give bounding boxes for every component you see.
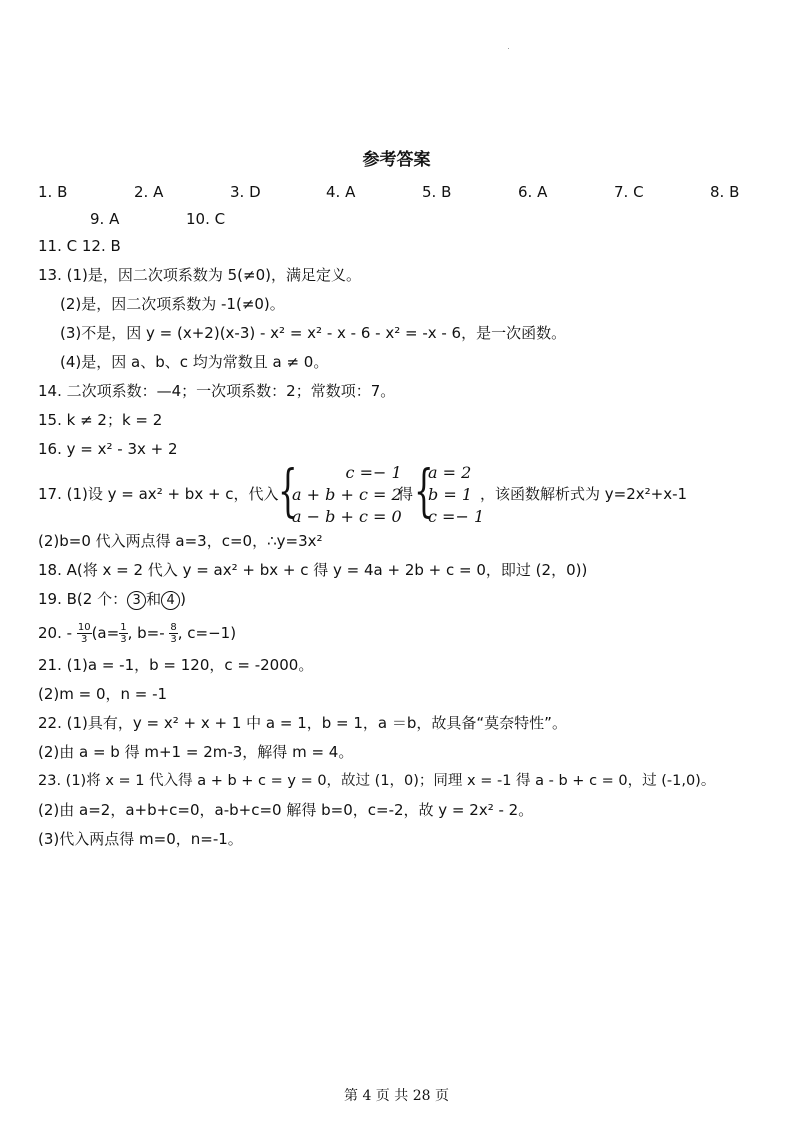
page-footer: 第 4 页 共 28 页 [344, 1088, 449, 1104]
answer-10: 10. C [186, 210, 226, 228]
answer-7: 7. C [614, 183, 644, 201]
answer-20 [38, 621, 236, 645]
fraction: $\frac{8}{3}$ [170, 622, 177, 645]
answer-20-b: , b=- [127, 624, 165, 642]
answer-21-1: 21. (1)a = -1，b = 120，c = -2000。 [38, 656, 314, 674]
answer-17-mid: 得 [398, 485, 414, 503]
answer-19-suffix: ) [180, 590, 186, 608]
answer-23-1: 23. (1)将 x = 1 代入得 a + b + c = y = 0，故过 (1，0)；同理 x = -1 得 a - b + c = 0，过 (-1,0)。 [38, 773, 716, 789]
speck [508, 48, 509, 49]
fraction: $\frac{10}{3}$ [77, 622, 91, 645]
answer-9: 9. A [90, 210, 120, 228]
answer-23-3: (3)代入两点得 m=0，n=-1。 [38, 830, 243, 848]
fraction: $\frac{1}{3}$ [120, 622, 127, 645]
answer-19 [38, 589, 186, 610]
system1-eq3: a − b + c = 0 [292, 507, 402, 526]
page-title: 参考答案 [362, 150, 431, 170]
answer-22-2: (2)由 a = b 得 m+1 = 2m-3，解得 m = 4。 [38, 743, 354, 761]
answer-15: 15. k ≠ 2；k = 2 [38, 411, 163, 429]
system1-eq1: c =− 1 [345, 463, 402, 482]
answer-3: 3. D [230, 183, 261, 201]
answer-22-1: 22. (1)具有，y = x² + x + 1 中 a = 1，b = 1，a ＝b，故具备“莫奈特性”。 [38, 714, 567, 732]
answer-17-prefix: 17. (1)设 y = ax² + bx + c，代入 [38, 485, 279, 503]
answer-13-1: 13. (1)是，因二次项系数为 5(≠0)，满足定义。 [38, 266, 361, 284]
answer-4: 4. A [326, 183, 356, 201]
answer-16: 16. y = x² - 3x + 2 [38, 440, 178, 458]
left-brace-icon: { [278, 459, 298, 524]
left-brace-icon: { [414, 459, 434, 524]
answer-8: 8. B [710, 183, 740, 201]
answer-11-12: 11. C 12. B [38, 237, 121, 255]
circled-number: 4 [161, 591, 180, 610]
answer-19-and: 和 [146, 590, 162, 608]
circled-number: 3 [127, 591, 146, 610]
answer-17-2: (2)b=0 代入两点得 a=3，c=0，∴y=3x² [38, 532, 323, 550]
answer-20-c: , c=−1) [177, 624, 237, 642]
answer-23-2: (2)由 a=2，a+b+c=0，a-b+c=0 解得 b=0，c=-2，故 y = 2x² - 2。 [38, 801, 534, 819]
answer-13-3: (3)不是，因 y = (x+2)(x-3) - x² = x² - x - 6 - x² = -x - 6，是一次函数。 [60, 324, 567, 342]
equation-system-1 [278, 459, 402, 528]
answer-20-prefix: 20. - [38, 624, 73, 642]
answer-20-a: (a= [91, 624, 120, 642]
answer-17-suffix: ，该函数解析式为 y=2x²+x-1 [480, 485, 688, 503]
answer-21-2: (2)m = 0，n = -1 [38, 685, 168, 703]
system2-eq2: b = 1 [428, 485, 472, 504]
answer-14: 14. 二次项系数：—4；一次项系数：2；常数项：7。 [38, 382, 396, 400]
system2-eq1: a = 2 [428, 463, 472, 482]
system2-eq3: c =− 1 [428, 507, 485, 526]
answer-18: 18. A(将 x = 2 代入 y = ax² + bx + c 得 y = 4a + 2b + c = 0，即过 (2，0)) [38, 561, 588, 579]
equation-system-2 [414, 459, 485, 528]
answer-6: 6. A [518, 183, 548, 201]
answer-19-prefix: 19. B(2 个： [38, 590, 128, 608]
answer-13-2: (2)是，因二次项系数为 -1(≠0)。 [60, 295, 285, 313]
answer-1: 1. B [38, 183, 68, 201]
answer-2: 2. A [134, 183, 164, 201]
system1-eq2: a + b + c = 2 [292, 485, 402, 504]
answer-13-4: (4)是，因 a、b、c 均为常数且 a ≠ 0。 [60, 353, 329, 371]
answer-5: 5. B [422, 183, 452, 201]
